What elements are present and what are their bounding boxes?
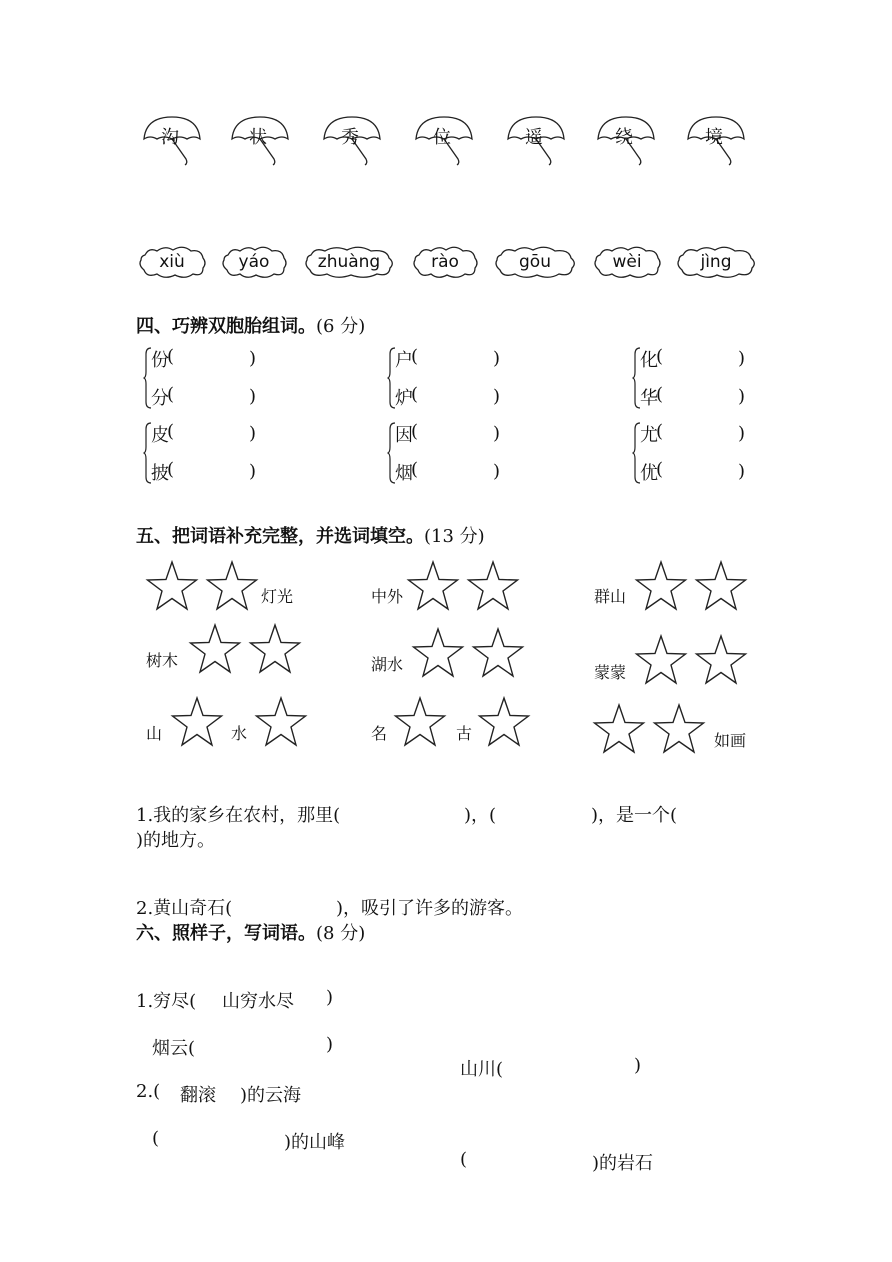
umbrella-card <box>412 113 476 171</box>
star-blank[interactable] <box>634 634 688 688</box>
twin-word: 因 <box>395 425 413 446</box>
star-blank[interactable] <box>652 703 706 757</box>
twin-word: 份 <box>151 350 169 371</box>
star-blank[interactable] <box>466 560 520 614</box>
idiom-label: 群山 <box>594 587 627 606</box>
pinyin-text: rào <box>431 252 459 272</box>
exercise-1-row: 烟云( ) 山川( ) <box>152 1034 642 1080</box>
umbrella-char: 绕 <box>615 127 633 148</box>
star-blank[interactable] <box>248 623 302 677</box>
example-1: 1.穷尽( 山穷水尽 ) <box>136 987 334 1012</box>
section-5-score: (13 分) <box>424 526 485 547</box>
twin-word: 分 <box>151 388 169 409</box>
idiom-label: 山 <box>146 724 163 743</box>
example-2: 2.( 翻滚 )的云海 <box>136 1081 302 1106</box>
twin-word: 化 <box>640 350 658 371</box>
idiom-label: 水 <box>231 724 248 743</box>
pinyin-text: yáo <box>238 252 270 272</box>
idiom-label: 中外 <box>371 587 404 606</box>
star-blank[interactable] <box>634 560 688 614</box>
pinyin-text: zhuàng <box>317 252 381 272</box>
umbrella-char: 遥 <box>525 127 543 148</box>
twin-word: 优 <box>640 463 658 484</box>
umbrella-card <box>504 113 568 171</box>
twin-word: 华 <box>640 388 658 409</box>
pinyin-text: wèi <box>612 252 642 272</box>
pinyin-text: xiù <box>159 252 185 272</box>
section-4-heading <box>136 312 365 338</box>
exercise-2-row: ( )的山峰 ( )的岩石 <box>152 1128 654 1174</box>
pinyin-cloud <box>137 243 207 281</box>
umbrella-char: 境 <box>705 127 723 148</box>
section-6-heading <box>136 919 365 945</box>
umbrella-char: 位 <box>433 127 451 148</box>
twin-pair: 化 ( ) 华 ( ) <box>632 344 752 418</box>
twin-pair: 因 ( ) 烟 ( ) <box>387 419 507 493</box>
pinyin-cloud <box>493 243 577 281</box>
twin-word: 户 <box>395 350 413 371</box>
star-blank[interactable] <box>205 560 259 614</box>
star-blank[interactable] <box>411 627 465 681</box>
pinyin-cloud <box>592 243 662 281</box>
twin-pair: 份 ( ) 分 ( ) <box>143 344 263 418</box>
pinyin-cloud <box>411 243 479 281</box>
star-blank[interactable] <box>694 634 748 688</box>
section-5-heading <box>136 522 485 548</box>
umbrella-card <box>228 113 292 171</box>
idiom-label: 古 <box>456 724 473 743</box>
pinyin-cloud <box>303 243 395 281</box>
question-1-line1: 1.我的家乡在农村，那里( )，( )，是一个( <box>136 805 678 826</box>
star-blank[interactable] <box>170 696 224 750</box>
pinyin-cloud <box>675 243 757 281</box>
twin-word: 烟 <box>395 463 413 484</box>
umbrella-card <box>140 113 204 171</box>
question-1-line2: )的地方。 <box>136 830 216 851</box>
idiom-label: 树木 <box>146 651 179 670</box>
pinyin-text: gōu <box>519 252 551 272</box>
umbrella-card <box>594 113 658 171</box>
star-blank[interactable] <box>406 560 460 614</box>
star-blank[interactable] <box>471 627 525 681</box>
twin-word: 披 <box>151 463 169 484</box>
idiom-label: 如画 <box>714 731 747 750</box>
twin-pair: 皮 ( ) 披 ( ) <box>143 419 263 493</box>
umbrella-card <box>320 113 384 171</box>
idiom-label: 名 <box>371 724 388 743</box>
idiom-label: 湖水 <box>371 655 404 674</box>
star-blank[interactable] <box>188 623 242 677</box>
twin-pair: 尤 ( ) 优 ( ) <box>632 419 752 493</box>
twin-word: 炉 <box>395 388 413 409</box>
section-4-title: 四、巧辨双胞胎组词。 <box>136 316 316 337</box>
section-5-title: 五、把词语补充完整，并选词填空。 <box>136 526 424 547</box>
star-blank[interactable] <box>254 696 308 750</box>
star-blank[interactable] <box>145 560 199 614</box>
section-4-score: (6 分) <box>316 316 366 337</box>
twin-pair: 户 ( ) 炉 ( ) <box>387 344 507 418</box>
idiom-label: 蒙蒙 <box>594 663 627 682</box>
umbrella-card <box>684 113 748 171</box>
star-blank[interactable] <box>694 560 748 614</box>
star-blank[interactable] <box>393 696 447 750</box>
twin-word: 皮 <box>151 425 169 446</box>
umbrella-char: 状 <box>249 127 267 148</box>
umbrella-char: 沟 <box>161 127 179 148</box>
idiom-label: 灯光 <box>261 587 294 606</box>
section-6-score: (8 分) <box>316 923 366 944</box>
umbrella-char: 秀 <box>341 127 359 148</box>
pinyin-cloud <box>220 243 288 281</box>
star-blank[interactable] <box>592 703 646 757</box>
star-blank[interactable] <box>477 696 531 750</box>
twin-word: 尤 <box>640 425 658 446</box>
section-6-title: 六、照样子，写词语。 <box>136 923 316 944</box>
question-2: 2.黄山奇石( )，吸引了许多的游客。 <box>136 898 524 919</box>
pinyin-text: jìng <box>700 252 732 272</box>
